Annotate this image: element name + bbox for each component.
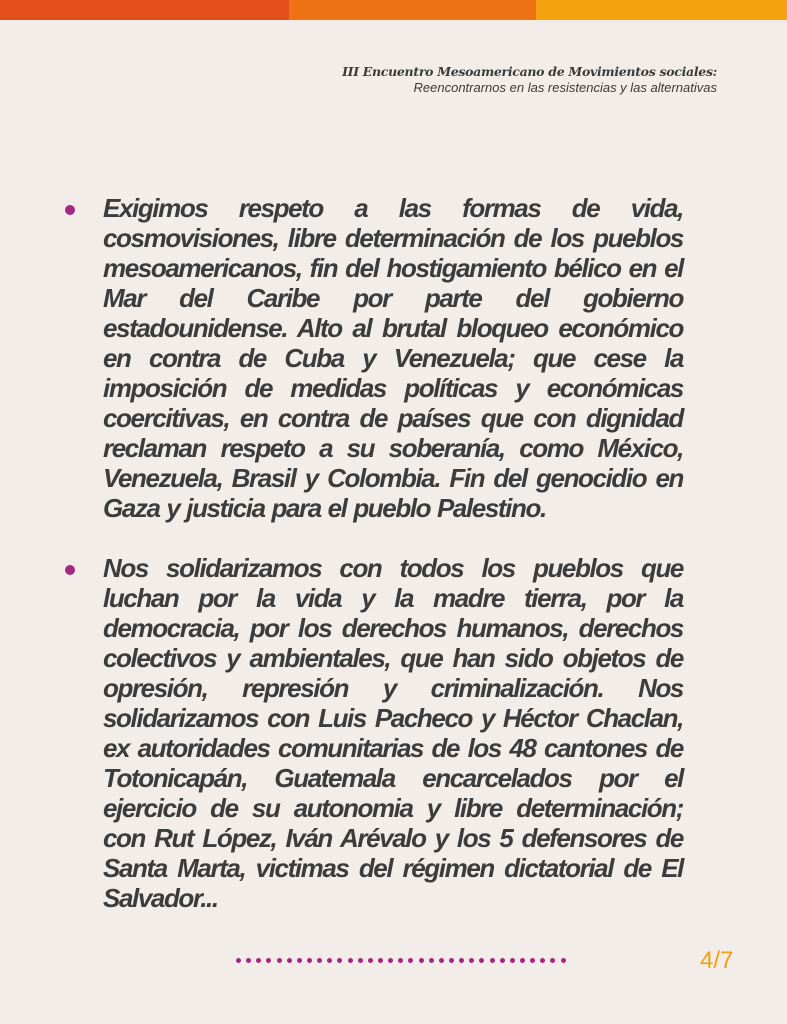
divider-dot-icon bbox=[520, 958, 525, 963]
divider-dot-icon bbox=[530, 958, 535, 963]
divider-dot-icon bbox=[388, 958, 393, 963]
page-header bbox=[342, 64, 717, 95]
dotted-divider bbox=[236, 958, 566, 963]
divider-dot-icon bbox=[236, 958, 241, 963]
divider-dot-icon bbox=[266, 958, 271, 963]
list-item bbox=[103, 193, 683, 523]
list-item-text: Exigimos respeto a las formas de vida, cosmovisiones, libre determinación de los pueblos mesoamericanos, fin del hostigamiento bélico en el Mar del Caribe por parte del gobierno estadounidense. Alto al brutal bloqueo económico en contra de Cuba y Venezuela; que cese la imposición de medidas políticas y económicas coercitivas, en contra de países que con dignidad reclaman respeto a su soberanía, como México, Venezuela, Brasil y Colombia. Fin del genocidio en Gaza y justicia para el pueblo Palestino. bbox=[103, 193, 683, 523]
header-title: III Encuentro Mesoamericano de Movimientos sociales: bbox=[342, 64, 717, 79]
top-color-bar bbox=[0, 0, 787, 20]
divider-dot-icon bbox=[398, 958, 403, 963]
top-bar-red-segment bbox=[0, 0, 289, 20]
divider-dot-icon bbox=[459, 958, 464, 963]
top-bar-orange-segment bbox=[289, 0, 536, 20]
divider-dot-icon bbox=[490, 958, 495, 963]
divider-dot-icon bbox=[307, 958, 312, 963]
divider-dot-icon bbox=[561, 958, 566, 963]
divider-dot-icon bbox=[337, 958, 342, 963]
list-item bbox=[103, 553, 683, 913]
statement-list bbox=[0, 193, 787, 913]
divider-dot-icon bbox=[408, 958, 413, 963]
divider-dot-icon bbox=[317, 958, 322, 963]
divider-dot-icon bbox=[297, 958, 302, 963]
divider-dot-icon bbox=[439, 958, 444, 963]
divider-dot-icon bbox=[479, 958, 484, 963]
divider-dot-icon bbox=[368, 958, 373, 963]
divider-dot-icon bbox=[327, 958, 332, 963]
divider-dot-icon bbox=[550, 958, 555, 963]
divider-dot-icon bbox=[246, 958, 251, 963]
divider-dot-icon bbox=[540, 958, 545, 963]
bullet-dot-icon bbox=[65, 565, 75, 575]
divider-dot-icon bbox=[469, 958, 474, 963]
list-item-text: Nos solidarizamos con todos los pueblos que luchan por la vida y la madre tierra, por la democracia, por los derechos humanos, derechos colectivos y ambientales, que han sido objetos de opresión, represión y criminalización. Nos solidarizamos con Luis Pacheco y Héctor Chaclan, ex autoridades comunitarias de los 48 cantones de Totonicapán, Guatemala encarcelados por el ejercicio de su autonomia y libre determinación; con Rut López, Iván Arévalo y los 5 defensores de Santa Marta, victimas del régimen dictatorial de El Salvador... bbox=[103, 553, 683, 913]
divider-dot-icon bbox=[510, 958, 515, 963]
divider-dot-icon bbox=[500, 958, 505, 963]
top-bar-yellow-segment bbox=[536, 0, 787, 20]
divider-dot-icon bbox=[358, 958, 363, 963]
divider-dot-icon bbox=[256, 958, 261, 963]
header-subtitle: Reencontrarnos en las resistencias y las alternativas bbox=[413, 80, 717, 95]
divider-dot-icon bbox=[378, 958, 383, 963]
divider-dot-icon bbox=[429, 958, 434, 963]
divider-dot-icon bbox=[287, 958, 292, 963]
divider-dot-icon bbox=[449, 958, 454, 963]
divider-dot-icon bbox=[348, 958, 353, 963]
divider-dot-icon bbox=[419, 958, 424, 963]
page-number: 4/7 bbox=[700, 947, 734, 974]
divider-dot-icon bbox=[277, 958, 282, 963]
bullet-dot-icon bbox=[65, 205, 75, 215]
